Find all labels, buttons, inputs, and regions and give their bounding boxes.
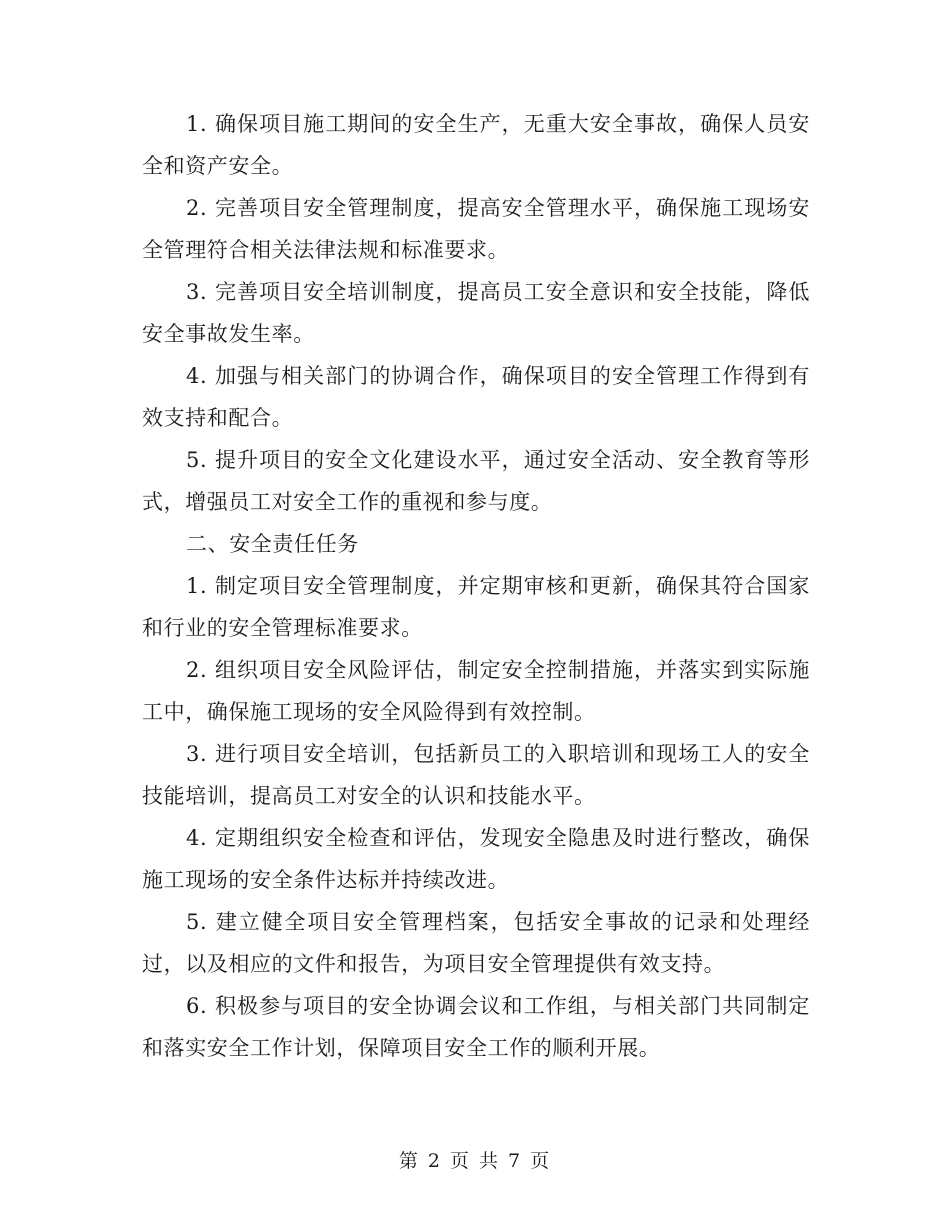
paragraph-goal-1: 1. 确保项目施工期间的安全生产，无重大安全事故，确保人员安全和资产安全。: [142, 112, 810, 178]
page-number-footer: 第 2 页 共 7 页: [398, 1150, 552, 1172]
paragraph-task-3: 3. 进行项目安全培训，包括新员工的入职培训和现场工人的安全技能培训，提高员工对安全的认识和技能水平。: [142, 742, 810, 808]
paragraph-task-2: 2. 组织项目安全风险评估，制定安全控制措施，并落实到实际施工中，确保施工现场的安全风险得到有效控制。: [142, 658, 810, 724]
paragraph-goal-5: 5. 提升项目的安全文化建设水平，通过安全活动、安全教育等形式，增强员工对安全工作的重视和参与度。: [142, 448, 810, 514]
paragraph-task-6: 6. 积极参与项目的安全协调会议和工作组，与相关部门共同制定和落实安全工作计划，保障项目安全工作的顺利开展。: [142, 994, 810, 1060]
paragraph-task-1: 1. 制定项目安全管理制度，并定期审核和更新，确保其符合国家和行业的安全管理标准要求。: [142, 574, 810, 640]
section-heading: 二、安全责任任务: [186, 532, 359, 556]
paragraph-goal-4: 4. 加强与相关部门的协调合作，确保项目的安全管理工作得到有效支持和配合。: [142, 364, 810, 430]
paragraph-task-5: 5. 建立健全项目安全管理档案，包括安全事故的记录和处理经过，以及相应的文件和报告，为项目安全管理提供有效支持。: [142, 910, 810, 976]
document-body: [142, 103, 810, 1069]
paragraph-goal-3: 3. 完善项目安全培训制度，提高员工安全意识和安全技能，降低安全事故发生率。: [142, 280, 810, 346]
paragraph-goal-2: 2. 完善项目安全管理制度，提高安全管理水平，确保施工现场安全管理符合相关法律法规和标准要求。: [142, 196, 810, 262]
paragraph-task-4: 4. 定期组织安全检查和评估，发现安全隐患及时进行整改，确保施工现场的安全条件达标并持续改进。: [142, 826, 810, 892]
